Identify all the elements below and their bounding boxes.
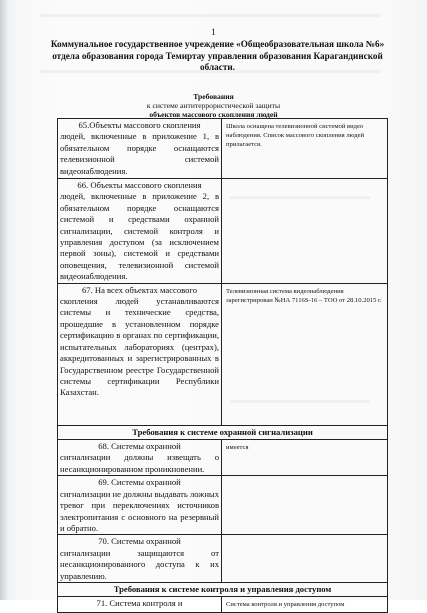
requirement-cell [58, 476, 222, 535]
answer-cell: Школа оснащена телевизионной системой видео наблюдения. Список массового скопления людей прилагается. [222, 119, 388, 179]
requirement-text: людей, включенные в приложение 2, в обязательном порядке оснащаются системой и средствами охранной сигнализации, системой контроля и управления доступом (за исключением первой зоны), системой и средствами оповещения, телевизионной системой видеонаблюдения. [60, 191, 219, 282]
requirement-cell [58, 597, 222, 613]
page-number: 1 [211, 27, 216, 37]
requirements-table [57, 118, 388, 613]
table-row [58, 283, 388, 425]
table-row [58, 119, 388, 179]
requirement-text: скопления людей устанавливаются системы и технические средства, прошедшие в установленном порядке сертификацию в органах по сертификации, испытательных лабораториях (центрах), аккредитованных и зарегистрированных в Государственном реестре Государственной системы сертификации Республики Казахстан. [60, 296, 219, 398]
requirement-text-first: 65.Объекты массового скопления [78, 120, 201, 130]
scan-edge-shadow [0, 0, 8, 600]
requirement-text-first: 70. Системы охранной [98, 536, 181, 547]
requirement-text: сигнализации не должны выдавать ложных тревог при переключениях источников электропитания с основного на резервный и обратно. [60, 488, 219, 533]
requirement-text: людей, включенные в приложение 1, в обязательном порядке оснащаются телевизионной системой видеонаблюдения. [60, 131, 219, 176]
requirement-text-first: 69. Системы охранной [98, 477, 181, 488]
answer-cell: Система контроля и управления доступом [222, 597, 388, 613]
answer-cell: имеется [222, 440, 388, 476]
requirements-subheading-2: объектов массового скопления людей [149, 110, 278, 119]
answer-cell: Телевизионная система видеонаблюдения зарегистрирован №НА 7116S-16 – ТОО от 28.10.2015 г. [222, 283, 388, 425]
requirements-subheading: к системе антитеррористической защиты [146, 101, 281, 110]
table-row [58, 597, 388, 613]
requirement-text-first: 66. Объекты массового скопления [77, 180, 202, 190]
table-row [58, 179, 388, 284]
answer-cell [222, 535, 388, 583]
requirement-cell [58, 119, 222, 179]
section-row [58, 425, 388, 439]
requirement-cell [58, 283, 222, 425]
table-row [58, 440, 388, 476]
requirement-text-first: 71. Система контроля и [96, 598, 183, 609]
requirement-cell [58, 535, 222, 583]
bleed-through-line [40, 14, 380, 17]
table-row [58, 535, 388, 583]
requirement-cell [58, 440, 222, 476]
requirements-title [40, 92, 387, 119]
requirement-text: сигнализации должны извещать о несанкционированном проникновении. [60, 452, 219, 474]
requirement-text-first: 68. Системы охранной [98, 441, 181, 452]
section-title-access: Требования к системе контроля и управления доступом [58, 582, 388, 596]
requirement-text: сигнализации защищаются от несанкционированного доступа к их управлению. [60, 547, 219, 581]
section-row [58, 582, 388, 596]
section-title-alarm: Требования к системе охранной сигнализации [58, 425, 388, 439]
requirement-cell [58, 179, 222, 284]
requirement-text-first: 67. На всех объектах массового [81, 284, 198, 295]
answer-cell [222, 179, 388, 284]
answer-cell [222, 476, 388, 535]
requirements-heading: Требования [193, 92, 234, 101]
table-row [58, 476, 388, 535]
organization-header: Коммунальное государственное учреждение «Общеобразовательная школа №6» отдела образования города Темиртау управления образования Карагандинской области. [50, 39, 385, 72]
